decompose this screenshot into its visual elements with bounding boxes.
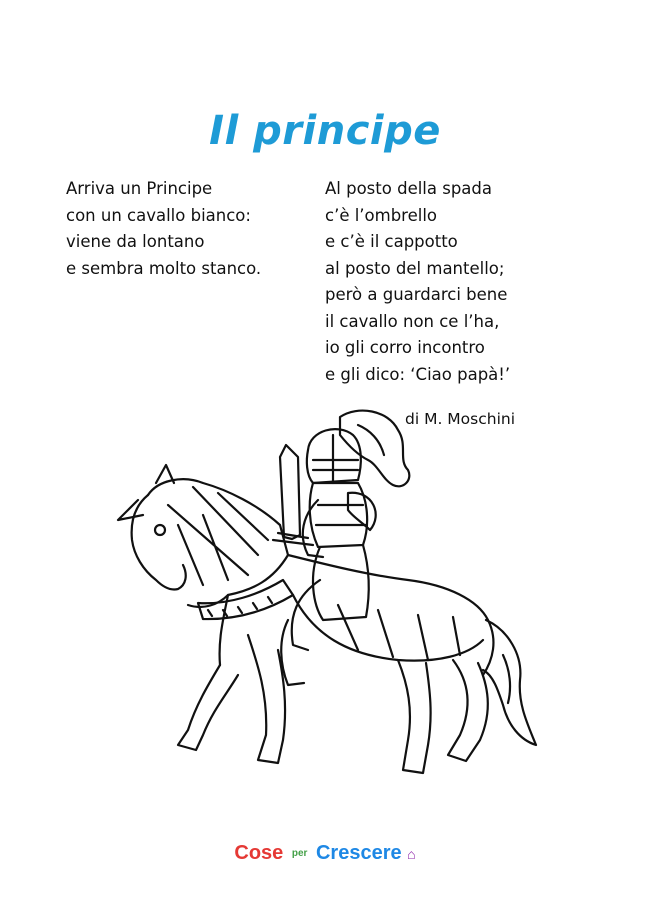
verse-line: però a guardarci bene [325,285,508,304]
verse-line: io gli corro incontro [325,338,485,357]
house-icon: ⌂ [407,846,416,862]
verse-line: Arriva un Principe [66,179,213,198]
author-credit: di M. Moschini [405,410,516,428]
page-title: Il principe [209,108,441,154]
verse-line: c’è l’ombrello [325,205,438,225]
verse-line: viene da lontano [66,232,205,251]
verse-line: con un cavallo bianco: [66,205,251,225]
brand-word-3: Crescere [315,842,402,864]
verse-line: e c’è il cappotto [325,232,458,251]
verse-line: e sembra molto stanco. [66,258,262,278]
brand-word-2: per [291,848,308,860]
verse-line: il cavallo non ce l’ha, [325,311,500,331]
verse-line: Al posto della spada [325,179,493,198]
knight-on-horse-icon [108,405,538,795]
stanza-right [325,176,510,388]
brand-word-1: Cose [234,842,284,864]
verse-line: e gli dico: ‘Ciao papà!’ [325,364,511,384]
verse-line: al posto del mantello; [325,258,505,278]
stanza-left [66,176,261,282]
brand-logo [0,842,650,865]
